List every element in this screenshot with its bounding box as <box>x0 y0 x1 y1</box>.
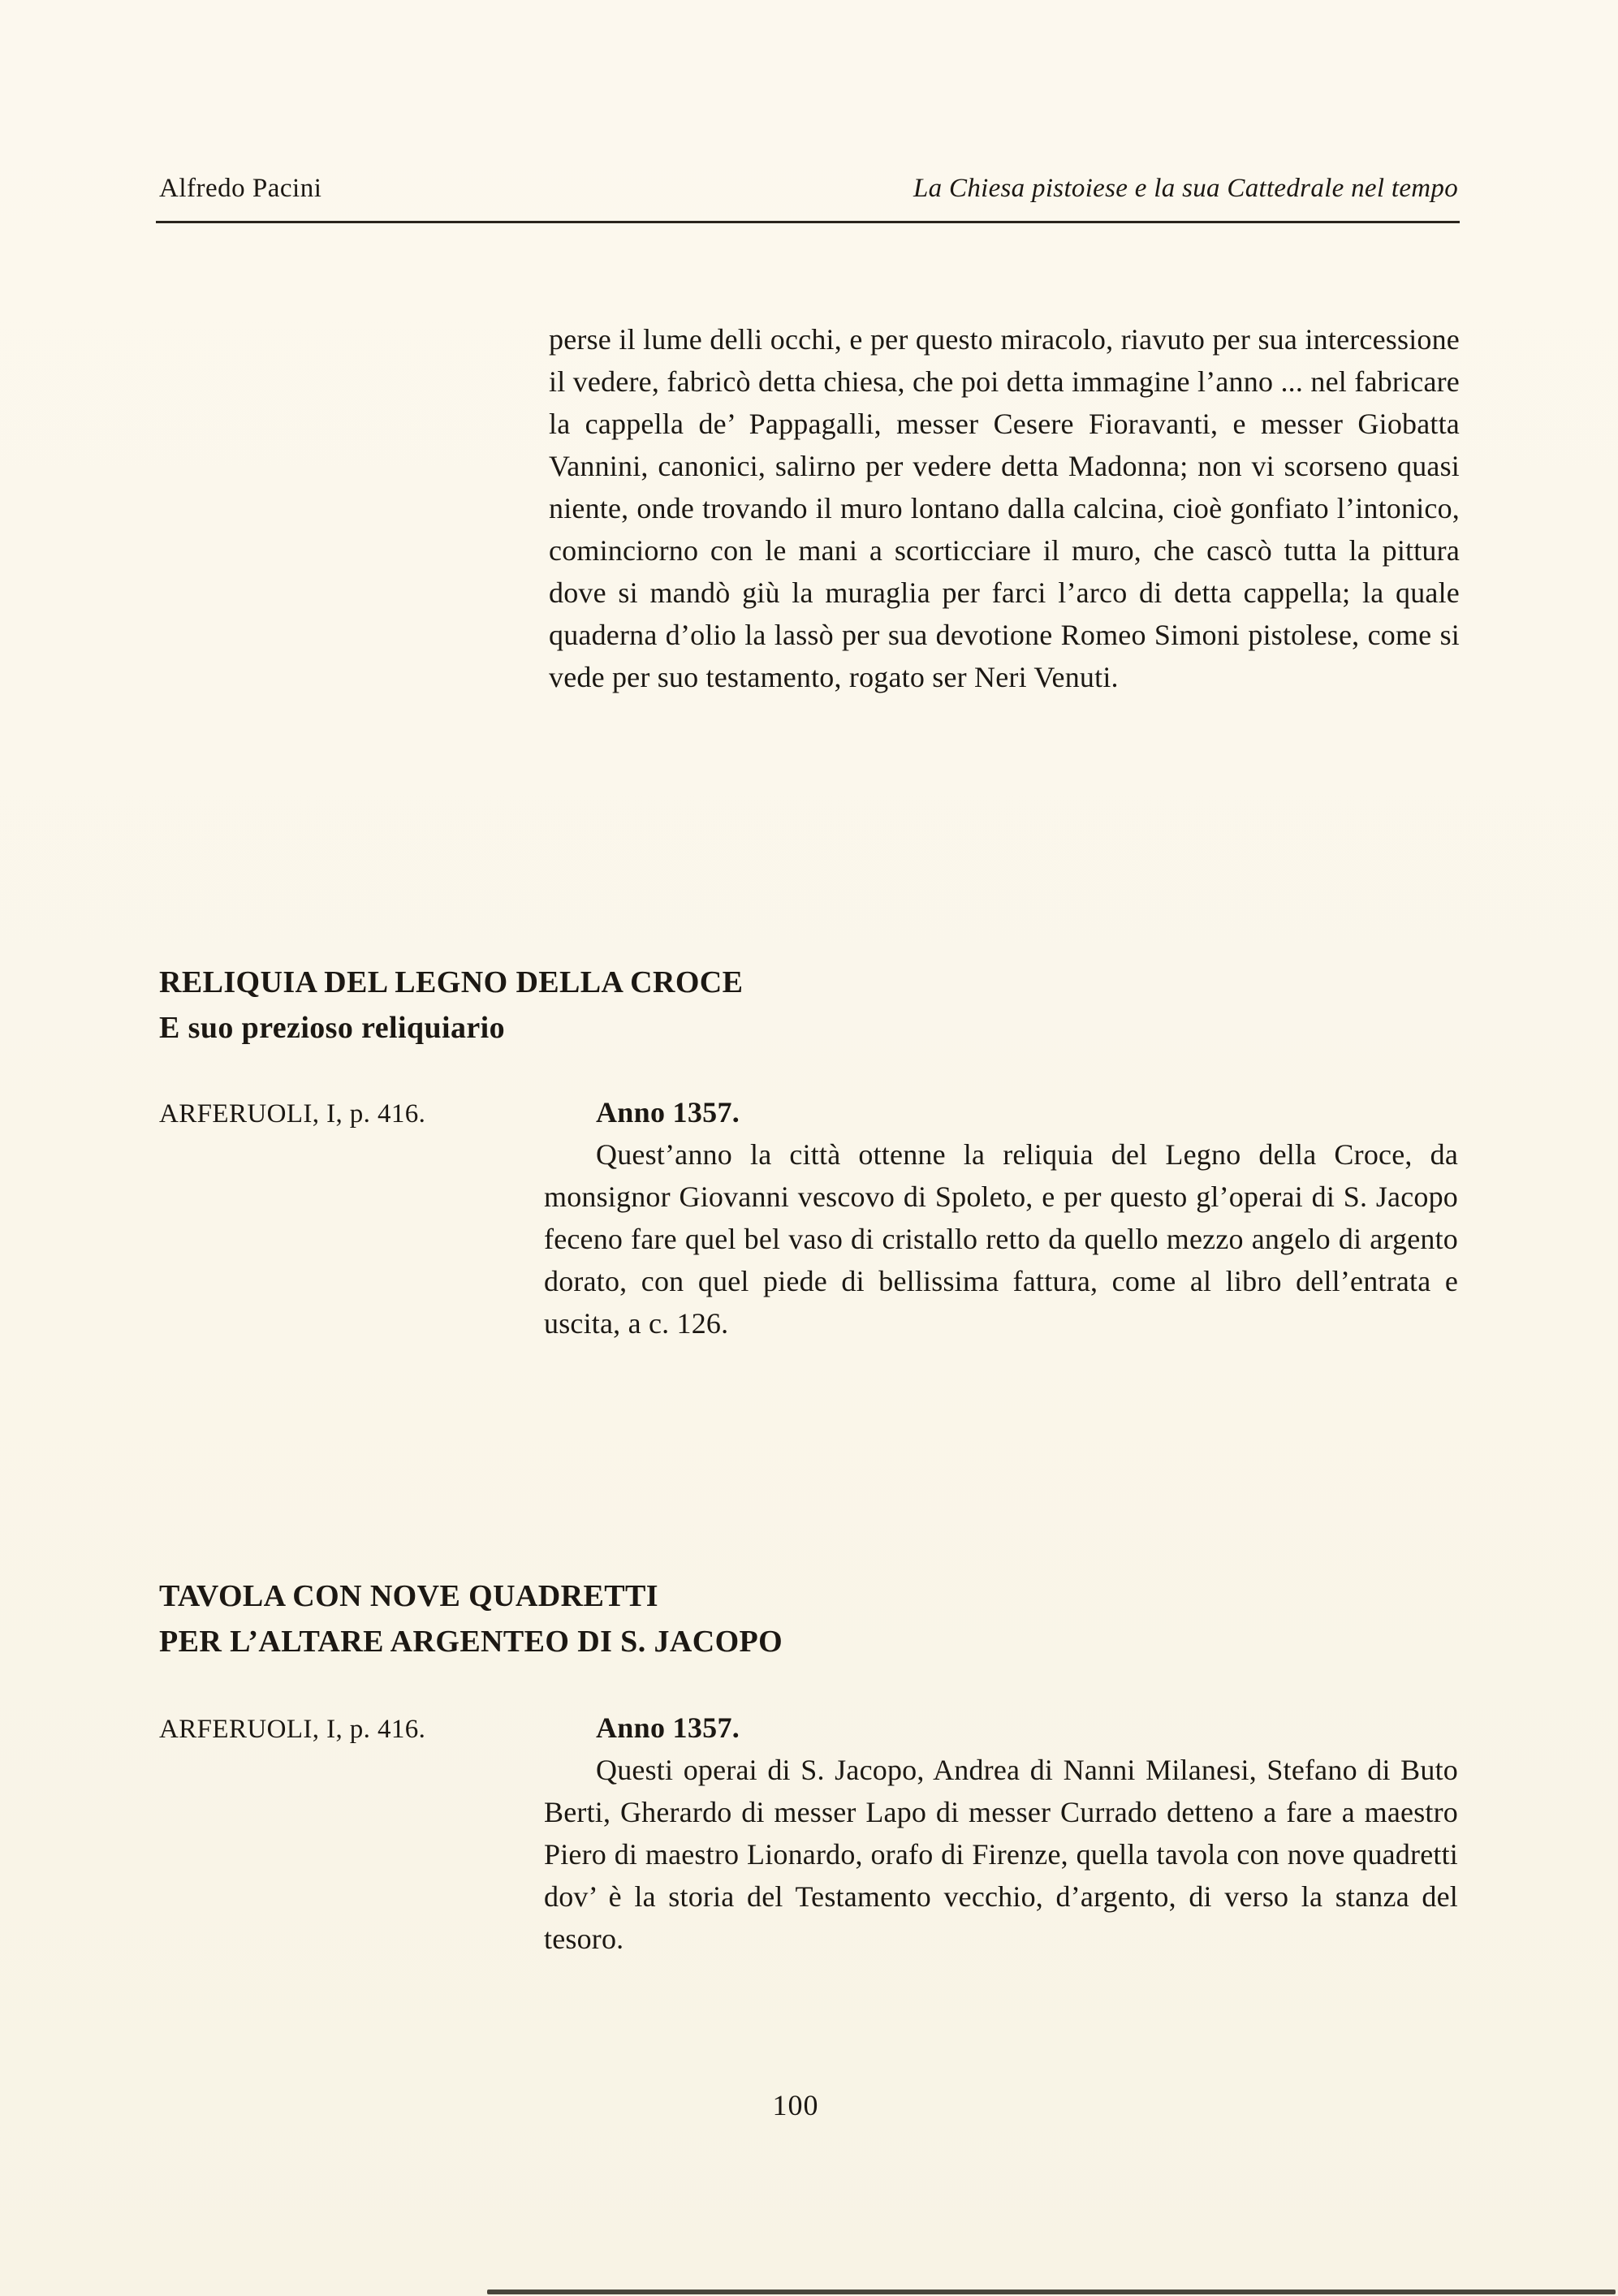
header-author: Alfredo Pacini <box>159 174 322 203</box>
header-book-title: La Chiesa pistoiese e la sua Cattedrale nel tempo <box>913 174 1458 203</box>
entry-year-heading: Anno 1357. <box>596 1096 740 1129</box>
header-rule <box>156 221 1460 223</box>
section-entry-reliquia <box>544 1091 1458 1344</box>
entry-year-heading: Anno 1357. <box>596 1711 740 1744</box>
page-header <box>159 172 1458 205</box>
section-heading-line1: RELIQUIA DEL LEGNO DELLA CROCE <box>159 965 744 999</box>
source-reference: ARFERUOLI, I, p. 416. <box>159 1099 426 1129</box>
scanner-edge-artifact <box>487 2290 1616 2294</box>
page-number: 100 <box>772 2089 819 2121</box>
section-heading-tavola <box>159 1573 1215 1664</box>
section-entry-tavola <box>544 1707 1458 1960</box>
entry-body-text: Questi operai di S. Jacopo, Andrea di Nanni Milanesi, Stefano di Buto Berti, Gherardo di messer Lapo di messer Currado detteno a fare a maestro Piero di maestro Lionardo, orafo di Firenze, quella tavola con nove quadretti dov’ è la storia del Testamento vecchio, d’argento, di verso la stanza del tesoro. <box>544 1754 1458 1955</box>
section-heading-line1: TAVOLA CON NOVE QUADRETTI <box>159 1579 658 1613</box>
section-heading-line2: E suo prezioso reliquiario <box>159 1011 505 1045</box>
intro-paragraph: perse il lume delli occhi, e per questo miracolo, riavuto per sua intercessione il vedere, fabricò detta chiesa, che poi detta immagine l’anno ... nel fabricare la cappella de’ Pappagalli, messer Cesere Fioravanti, e messer Giobatta Vannini, canonici, salirno per vedere detta Madonna; non vi scorseno quasi niente, onde trovando il muro lontano dalla calcina, cioè gonfiato l’intonico, cominciorno con le mani a scorticciare il muro, che cascò tutta la pittura dove si mandò giù la muraglia per farci l’arco di detta cappella; la quale quaderna d’olio la lassò per sua devotione Romeo Simoni pistolese, come si vede per suo testamento, rogato ser Neri Venuti. <box>549 323 1460 693</box>
section-heading-reliquia <box>159 960 1215 1051</box>
source-reference: ARFERUOLI, I, p. 416. <box>159 1715 426 1744</box>
entry-body-text: Quest’anno la città ottenne la reliquia del Legno della Croce, da monsignor Giovanni vescovo di Spoleto, e per questo gl’operai di S. Jacopo feceno fare quel bel vaso di cristallo retto da quello mezzo angelo di argento dorato, con quel piede di bellissima fattura, come al libro dell’entrata e uscita, a c. 126. <box>544 1138 1458 1340</box>
section-heading-line2: PER L’ALTARE ARGENTEO DI S. JACOPO <box>159 1625 783 1659</box>
